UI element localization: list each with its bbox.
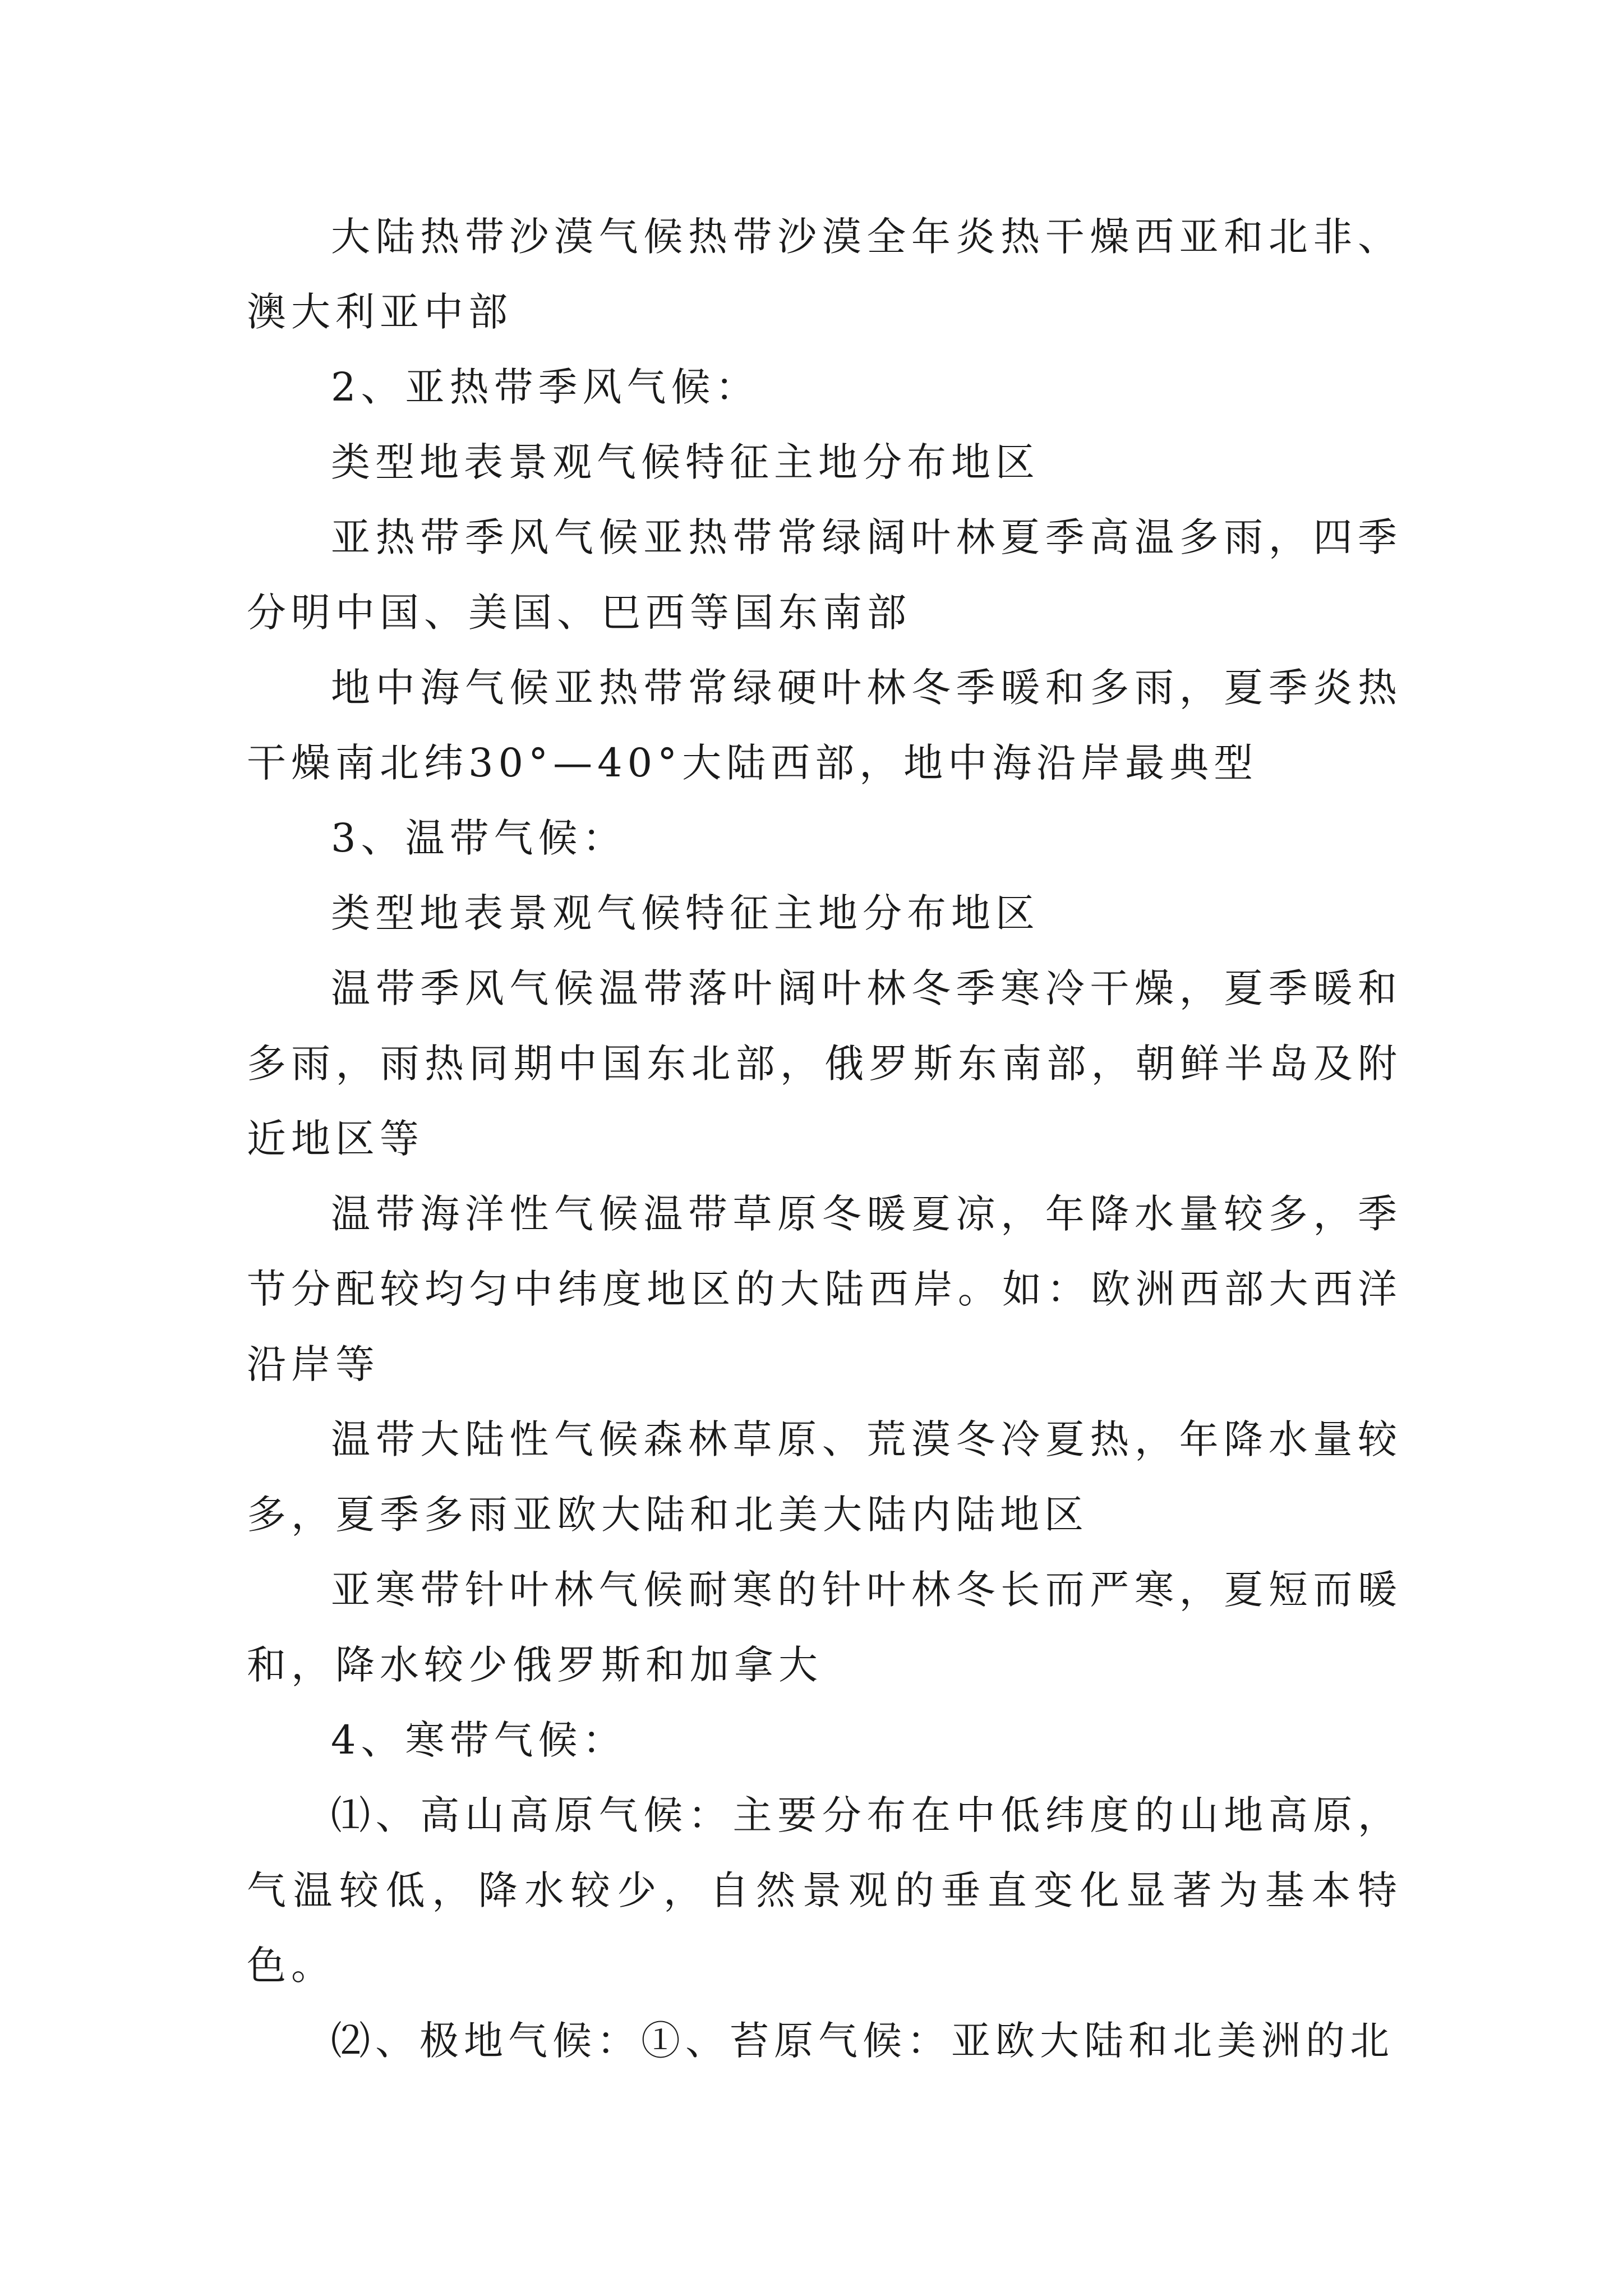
paragraph-temperate-continental: 温带大陆性气候森林草原、荒漠冬冷夏热，年降水量较多，夏季多雨亚欧大陆和北美大陆内陆地区 [247, 1416, 1402, 1538]
heading-frigid-climate: 4、寒带气候： [331, 1717, 627, 1763]
paragraph-mediterranean-climate: 地中海气候亚热带常绿硬叶林冬季暖和多雨，夏季炎热干燥南北纬30°—40°大陆西部，地中海沿岸最典型 [247, 665, 1402, 786]
paragraph-subarctic-coniferous: 亚寒带针叶林气候耐寒的针叶林冬长而严寒，夏短而暖和，降水较少俄罗斯和加拿大 [247, 1567, 1402, 1688]
table-header-subtropical: 类型地表景观气候特征主地分布地区 [331, 439, 1040, 485]
paragraph-temperate-oceanic: 温带海洋性气候温带草原冬暖夏凉，年降水量较多，季节分配较均匀中纬度地区的大陆西岸。如：欧洲西部大西洋沿岸等 [247, 1191, 1402, 1387]
paragraph-highland-climate: ⑴、高山高原气候：主要分布在中低纬度的山地高原，气温较低，降水较少，自然景观的垂直变化显著为基本特色。 [247, 1792, 1402, 1989]
table-header-temperate: 类型地表景观气候特征主地分布地区 [331, 890, 1040, 936]
paragraph-polar-climate: ⑵、极地气候：①、苔原气候：亚欧大陆和北美洲的北 [331, 2018, 1394, 2064]
document-body [247, 199, 1402, 2078]
paragraph-tropical-desert-climate: 大陆热带沙漠气候热带沙漠全年炎热干燥西亚和北非、澳大利亚中部 [247, 214, 1402, 335]
paragraph-temperate-monsoon: 温带季风气候温带落叶阔叶林冬季寒冷干燥，夏季暖和多雨，雨热同期中国东北部，俄罗斯东南部，朝鲜半岛及附近地区等 [247, 965, 1402, 1162]
heading-temperate-climate: 3、温带气候： [331, 815, 627, 861]
paragraph-subtropical-monsoon: 亚热带季风气候亚热带常绿阔叶林夏季高温多雨，四季分明中国、美国、巴西等国东南部 [247, 514, 1402, 636]
heading-subtropical-monsoon-climate: 2、亚热带季风气候： [331, 364, 760, 410]
